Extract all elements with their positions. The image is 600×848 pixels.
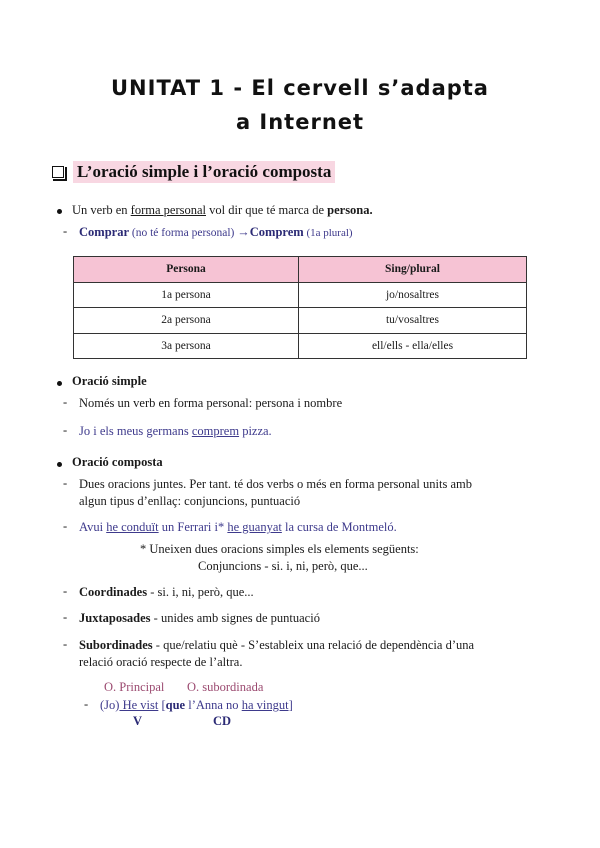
label-v: V (133, 714, 143, 728)
table-cell: 3a persona (74, 333, 299, 359)
table-cell: 1a persona (74, 282, 299, 308)
table-row (74, 282, 527, 308)
checkbox-icon (52, 166, 64, 178)
juxtaposades-item: Juxtaposades - unides amb signes de puntuació (79, 611, 320, 625)
simple-description: Només un verb en forma personal: persona i nombre (79, 396, 343, 410)
table-header-row (74, 257, 527, 283)
table-cell: tu/vosaltres (299, 308, 527, 334)
dash-icon: - (63, 395, 68, 409)
section-title: L’oració simple i l’oració composta (73, 161, 335, 183)
dash-icon: - (63, 637, 68, 651)
composta-note-1: * Uneixen dues oracions simples els elements següents: (140, 542, 419, 556)
intro-text: Un verb en forma personal vol dir que té marca de persona. (72, 203, 373, 217)
composta-note-2: Conjuncions - si. i, ni, però, que... (198, 559, 368, 573)
page-title-line-2: a Internet (235, 110, 365, 134)
dash-icon: - (63, 476, 68, 490)
simple-heading: Oració simple (72, 374, 147, 388)
table-header: Persona (74, 257, 299, 283)
subordinate-example: (Jo) He vist [que l’Anna no ha vingut] (100, 698, 293, 712)
label-cd: CD (213, 714, 232, 728)
label-subordinada: O. subordinada (187, 680, 264, 694)
example-comprar: Comprar (no té forma personal) →Comprem (1a plural) (79, 225, 353, 239)
page-title-line-1: UNITAT 1 - El cervell s’adapta (111, 76, 489, 100)
composta-description-1: Dues oracions juntes. Per tant. té dos verbs o més en forma personal units amb (79, 477, 472, 491)
table-cell: ell/ells - ella/elles (299, 333, 527, 359)
table-row (74, 333, 527, 359)
composta-example: Avui he conduït un Ferrari i* he guanyat la cursa de Montmeló. (79, 520, 397, 534)
dash-icon: - (63, 224, 68, 238)
coordinades-item: Coordinades - si. i, ni, però, que... (79, 585, 254, 599)
bullet-icon (57, 209, 62, 214)
bullet-icon (57, 381, 62, 386)
table-row (74, 308, 527, 334)
dash-icon: - (63, 610, 68, 624)
table-cell: 2a persona (74, 308, 299, 334)
person-table (73, 256, 527, 359)
dash-icon: - (63, 584, 68, 598)
table-header: Sing/plural (299, 257, 527, 283)
table-cell: jo/nosaltres (299, 282, 527, 308)
label-principal: O. Principal (104, 680, 165, 694)
section-heading (52, 160, 335, 184)
simple-example: Jo i els meus germans comprem pizza. (79, 424, 272, 438)
dash-icon: - (63, 423, 68, 437)
composta-description-2: algun tipus d’enllaç: conjuncions, puntuació (79, 494, 301, 508)
bullet-icon (57, 462, 62, 467)
dash-icon: - (63, 519, 68, 533)
dash-icon: - (84, 697, 89, 711)
subordinades-item-cont: relació oració respecte de l’altra. (79, 655, 243, 669)
subordinades-item: Subordinades - que/relatiu què - S’estableix una relació de dependència d’una (79, 638, 475, 652)
composta-heading: Oració composta (72, 455, 163, 469)
